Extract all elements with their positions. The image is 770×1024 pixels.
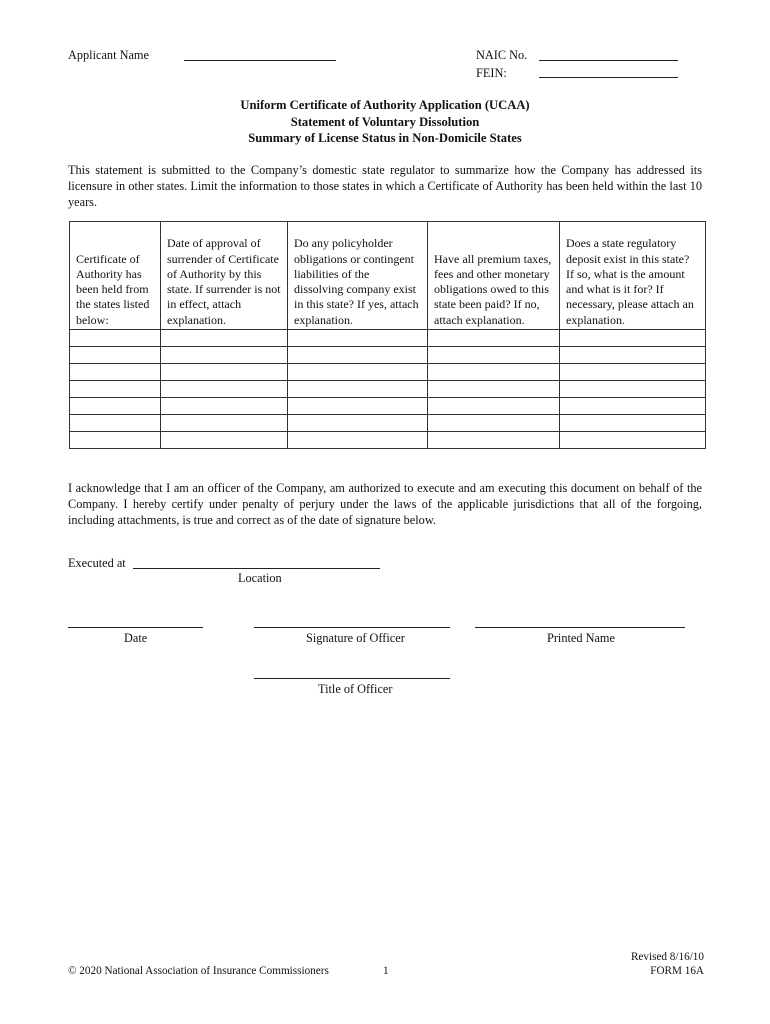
- table-row: [70, 364, 706, 381]
- table-cell[interactable]: [288, 415, 428, 432]
- table-cell[interactable]: [560, 347, 706, 364]
- location-label: Location: [238, 571, 282, 585]
- date-field[interactable]: [68, 627, 203, 628]
- table-cell[interactable]: [161, 347, 288, 364]
- table-row: [70, 347, 706, 364]
- table-cell[interactable]: [70, 398, 161, 415]
- title-line-3: Summary of License Status in Non-Domicile States: [248, 131, 522, 145]
- title-line-2: Statement of Voluntary Dissolution: [290, 114, 480, 129]
- applicant-name-field[interactable]: [184, 60, 336, 61]
- table-row: [70, 381, 706, 398]
- table-cell[interactable]: [288, 364, 428, 381]
- officer-signature-field[interactable]: [254, 627, 450, 628]
- table-cell[interactable]: [428, 398, 560, 415]
- naic-number-label: NAIC No.: [476, 48, 528, 62]
- column-header: Date of approval of surrender of Certificate of Authority by this state. If surrender is not in effect, attach explanation.: [161, 222, 288, 330]
- table-cell[interactable]: [288, 398, 428, 415]
- table-cell[interactable]: [70, 432, 161, 449]
- table-cell[interactable]: [288, 432, 428, 449]
- table-cell[interactable]: [560, 398, 706, 415]
- table-cell[interactable]: [161, 330, 288, 347]
- table-cell[interactable]: [70, 364, 161, 381]
- table-cell[interactable]: [428, 415, 560, 432]
- location-field[interactable]: [133, 568, 380, 569]
- table-cell[interactable]: [560, 364, 706, 381]
- officer-title-field[interactable]: [254, 678, 450, 679]
- fein-field[interactable]: [539, 77, 678, 78]
- table-cell[interactable]: [161, 398, 288, 415]
- fein-label: FEIN:: [476, 66, 507, 80]
- naic-number-field[interactable]: [539, 60, 678, 61]
- table-cell[interactable]: [161, 415, 288, 432]
- table-row: [70, 432, 706, 449]
- page-number: 1: [383, 965, 389, 977]
- table-cell[interactable]: [560, 381, 706, 398]
- table-row: [70, 330, 706, 347]
- printed-name-label: Printed Name: [547, 631, 615, 645]
- table-cell[interactable]: [70, 381, 161, 398]
- table-cell[interactable]: [288, 381, 428, 398]
- intro-paragraph: This statement is submitted to the Company’s domestic state regulator to summarize how the Company has addressed its licensure in other states. Limit the information to those states in which a Certificate of Authority has been held within the last 10 years.: [68, 163, 702, 209]
- table-cell[interactable]: [560, 330, 706, 347]
- table-cell[interactable]: [70, 330, 161, 347]
- table-cell[interactable]: [70, 415, 161, 432]
- applicant-name-label: Applicant Name: [68, 48, 149, 62]
- license-status-table: [69, 221, 706, 449]
- table-cell[interactable]: [560, 415, 706, 432]
- executed-at-label: Executed at: [68, 556, 126, 570]
- title-line-1: Uniform Certificate of Authority Application (UCAA): [240, 98, 530, 112]
- table-cell[interactable]: [161, 364, 288, 381]
- table-cell[interactable]: [428, 364, 560, 381]
- table-row: [70, 398, 706, 415]
- acknowledgement-paragraph: I acknowledge that I am an officer of the Company, am authorized to execute and am executing this document on behalf of the Company. I hereby certify under penalty of perjury under the laws of the applicable jurisdictions that all of the forgoing, including attachments, is true and correct as of the date of signature below.: [68, 481, 702, 527]
- table-cell[interactable]: [288, 330, 428, 347]
- date-label: Date: [124, 631, 148, 645]
- table-header-row: [70, 222, 706, 330]
- table-cell[interactable]: [161, 381, 288, 398]
- title-of-officer-label: Title of Officer: [318, 682, 393, 696]
- table-cell[interactable]: [428, 381, 560, 398]
- table-cell[interactable]: [560, 432, 706, 449]
- signature-label: Signature of Officer: [306, 631, 405, 645]
- column-header: Do any policyholder obligations or contingent liabilities of the dissolving company exist in this state? If yes, attach explanation.: [288, 222, 428, 330]
- table-cell[interactable]: [70, 347, 161, 364]
- table-cell[interactable]: [161, 432, 288, 449]
- table-cell[interactable]: [428, 347, 560, 364]
- column-header: Does a state regulatory deposit exist in this state? If so, what is the amount and what is it for? If necessary, please attach an explanation.: [560, 222, 706, 330]
- table-cell[interactable]: [428, 330, 560, 347]
- revised-date: Revised 8/16/10: [630, 951, 704, 963]
- table-cell[interactable]: [288, 347, 428, 364]
- column-header: Have all premium taxes, fees and other monetary obligations owed to this state been paid? If no, attach explanation.: [428, 222, 560, 330]
- form-number: FORM 16A: [650, 965, 704, 977]
- table-row: [70, 415, 706, 432]
- document-title: [0, 97, 770, 147]
- table-cell[interactable]: [428, 432, 560, 449]
- printed-name-field[interactable]: [475, 627, 685, 628]
- copyright-notice: © 2020 National Association of Insurance Commissioners: [68, 965, 329, 977]
- column-header: Certificate of Authority has been held from the states listed below:: [70, 222, 161, 330]
